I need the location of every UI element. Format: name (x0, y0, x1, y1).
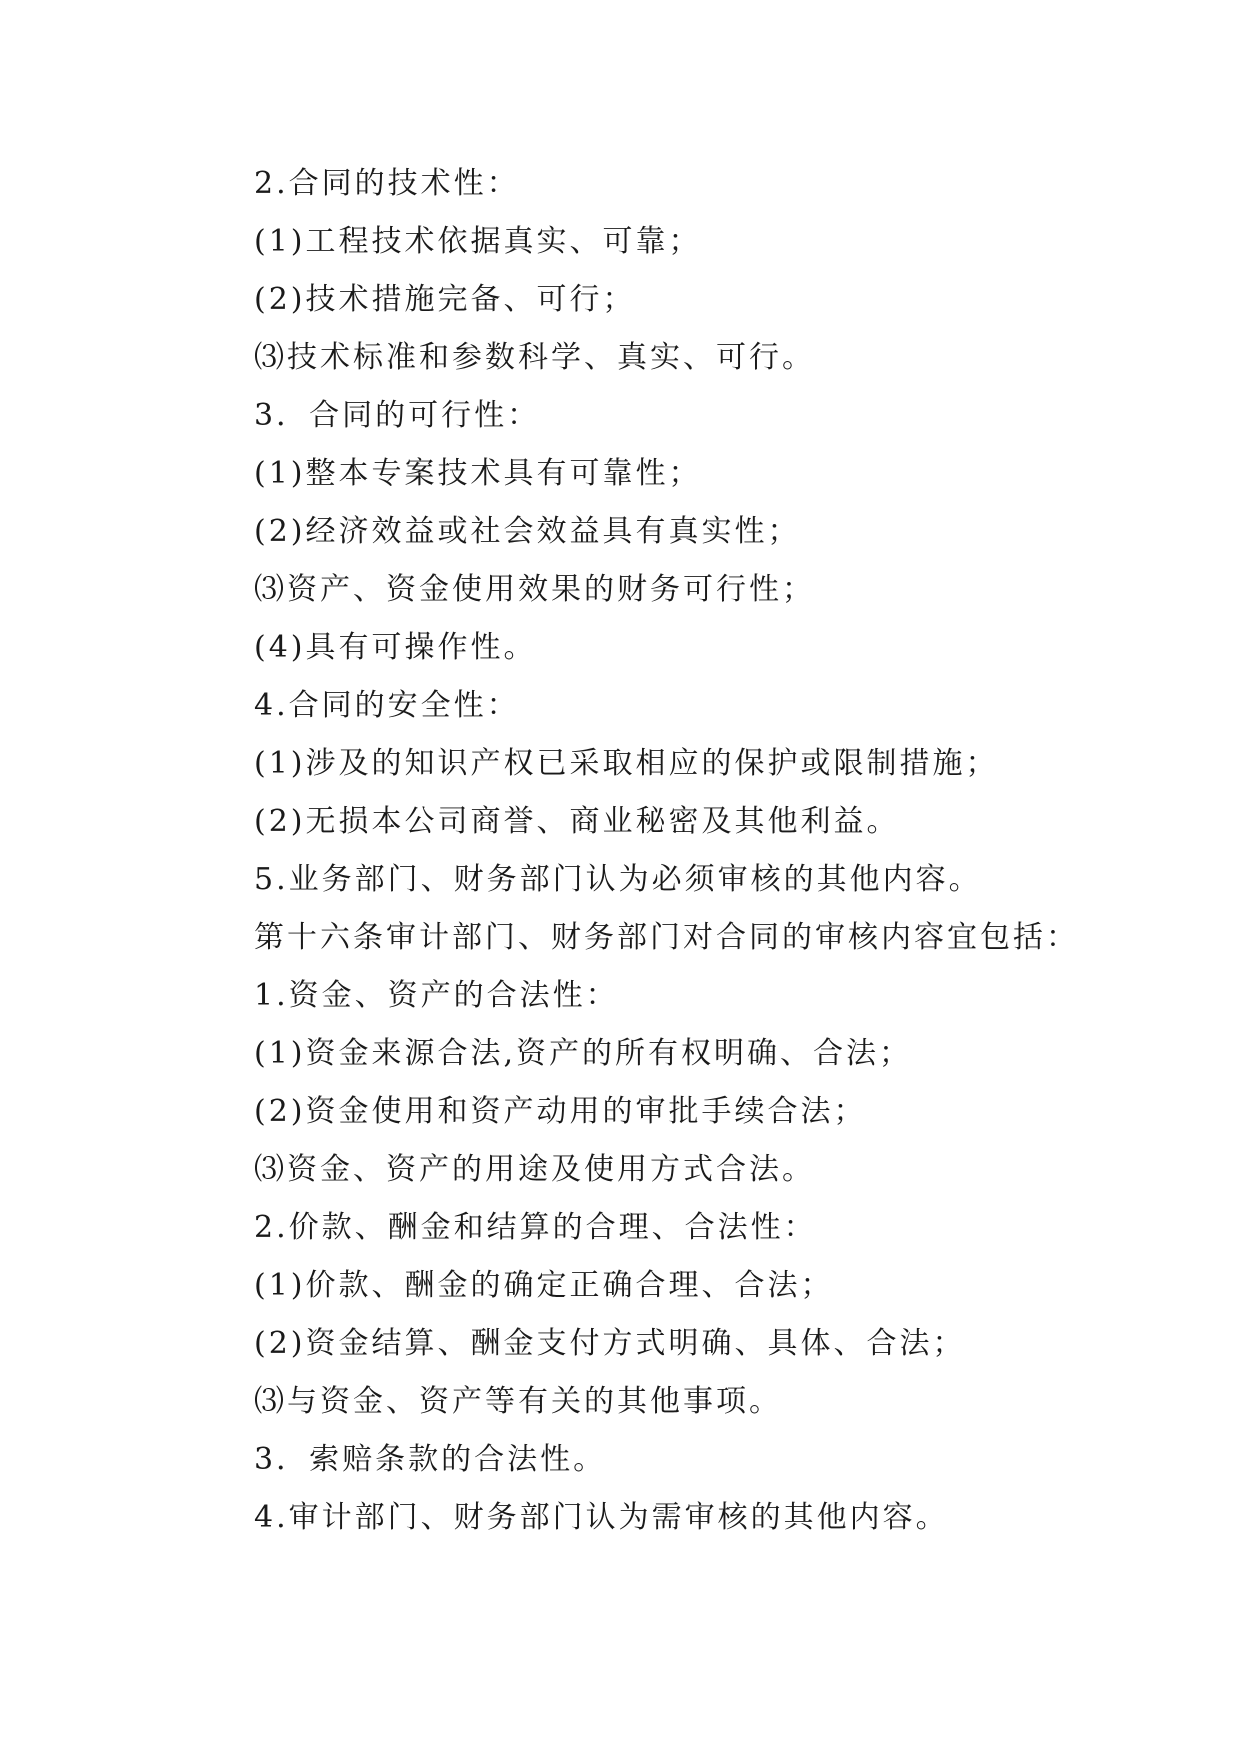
text-line: 2.合同的技术性： (254, 166, 520, 201)
text-line: (1)涉及的知识产权已采取相应的保护或限制措施； (254, 746, 999, 781)
text-line: ⑶技术标准和参数科学、真实、可行。 (254, 340, 815, 375)
text-line: 5.业务部门、财务部门认为必须审核的其他内容。 (254, 862, 982, 897)
text-line: (2)无损本公司商誉、商业秘密及其他利益。 (254, 804, 900, 839)
text-line: (2)经济效益或社会效益具有真实性； (254, 514, 801, 549)
text-line: 2.价款、酬金和结算的合理、合法性： (254, 1210, 817, 1245)
text-line: 第十六条审计部门、财务部门对合同的审核内容宜包括： (254, 920, 1079, 955)
text-line: ⑶资产、资金使用效果的财务可行性； (254, 572, 815, 607)
text-line: 4.合同的安全性： (254, 688, 520, 723)
text-line: ⑶资金、资产的用途及使用方式合法。 (254, 1152, 815, 1187)
document-body (254, 155, 1154, 1547)
text-line: (1)工程技术依据真实、可靠； (254, 224, 702, 259)
text-line: (2)资金结算、酬金支付方式明确、具体、合法； (254, 1326, 966, 1361)
text-line: ⑶与资金、资产等有关的其他事项。 (254, 1384, 782, 1419)
text-line: (2)技术措施完备、可行； (254, 282, 636, 317)
text-line: (1)价款、酬金的确定正确合理、合法； (254, 1268, 834, 1303)
text-line: 1.资金、资产的合法性： (254, 978, 619, 1013)
text-line: (1)资金来源合法,资产的所有权明确、合法； (254, 1036, 913, 1071)
text-line: 3．合同的可行性： (254, 398, 541, 433)
text-line: (2)资金使用和资产动用的审批手续合法； (254, 1094, 867, 1129)
text-line: 4.审计部门、财务部门认为需审核的其他内容。 (254, 1500, 949, 1535)
text-line: (1)整本专案技术具有可靠性； (254, 456, 702, 491)
text-line: 3．索赔条款的合法性。 (254, 1442, 607, 1477)
text-line: (4)具有可操作性。 (254, 630, 537, 665)
